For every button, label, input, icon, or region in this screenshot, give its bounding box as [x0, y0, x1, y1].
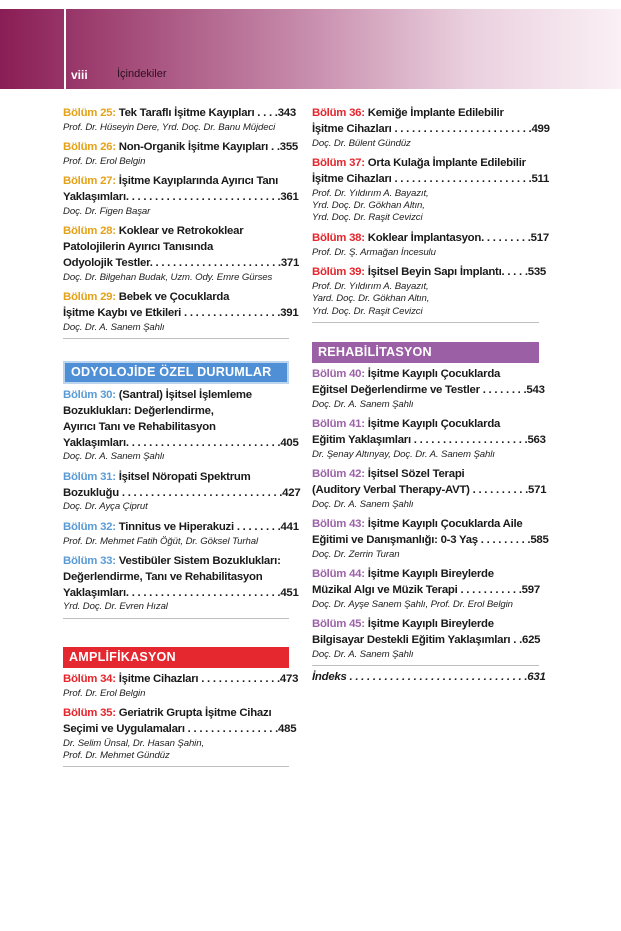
chapter-title-text: İşitme Kayıplarında Ayırıcı Tanı — [115, 175, 279, 188]
chapter-label: Bölüm 36: — [312, 107, 365, 119]
toc-entry-title-line — [63, 520, 299, 536]
toc-entry[interactable] — [63, 706, 297, 767]
toc-entry-title-line — [312, 172, 550, 188]
toc-entry[interactable] — [63, 140, 298, 168]
toc-entry-title-line — [63, 570, 289, 586]
toc-entry-title-line — [312, 383, 545, 399]
toc-entry[interactable] — [63, 554, 299, 619]
chapter-title-text: Patolojilerin Ayırıcı Tanısında — [63, 241, 214, 254]
toc-entry-title-line — [312, 265, 546, 281]
chapter-title-text: İşitme Cihazları . . . . . . . . . . . . . . . . . . . . . . . .511 — [312, 172, 550, 185]
chapter-label: Bölüm 30: — [63, 389, 116, 402]
chapter-label: Bölüm 42: — [312, 468, 365, 481]
page-number: viii — [71, 68, 88, 82]
toc-entry[interactable] — [312, 231, 549, 259]
toc-entry[interactable] — [63, 520, 299, 548]
toc-entry-title-line — [63, 672, 299, 688]
chapter-label: Bölüm 45: — [312, 618, 365, 631]
chapter-title-text: Bozuklukları: Değerlendirme, — [63, 405, 214, 417]
chapter-label: Bölüm 31: — [63, 470, 116, 483]
chapter-authors: Doç. Dr. Bilgehan Budak, Uzm. Ody. Emre Gürses — [63, 271, 273, 283]
chapter-authors: Prof. Dr. Yıldırım A. Bayazıt, — [312, 280, 429, 292]
chapter-title-text: Değerlendirme, Tanı ve Rehabilitasyon — [63, 570, 263, 583]
chapter-title-text: İşitsel Beyin Sapı İmplantı. . . . .535 — [364, 266, 546, 279]
chapter-label: Bölüm 38: — [312, 231, 365, 244]
toc-entry[interactable] — [312, 265, 546, 323]
toc-entry-title-line — [63, 106, 296, 122]
toc-entry[interactable] — [312, 367, 545, 411]
chapter-label: Bölüm 35: — [63, 707, 116, 719]
toc-entry-title-line — [312, 106, 539, 122]
header-divider — [64, 9, 66, 89]
left-column — [63, 106, 301, 773]
toc-entry-title-line — [63, 388, 289, 404]
toc-entry-title-line — [312, 156, 539, 172]
chapter-title-text: İşitme Kayıplı Bireylerde — [364, 568, 494, 581]
chapter-title-text: İşitme Kayıplı Bireylerde — [364, 618, 494, 631]
chapter-title-text: Bozukluğu . . . . . . . . . . . . . . . . . . . . . . . . . . . .427 — [63, 486, 301, 499]
toc-entry-title-line — [312, 517, 539, 533]
chapter-authors: Yrd. Doç. Dr. Raşit Cevizci — [312, 212, 423, 224]
toc-entry[interactable] — [312, 156, 550, 225]
chapter-label: Bölüm 34: — [63, 672, 116, 685]
section-banner-rehabilitasyon: REHABİLİTASYON — [312, 342, 539, 363]
chapter-title-text: İşitme Kaybı ve Etkileri . . . . . . . . . . . . . . . . .391 — [63, 307, 299, 319]
chapter-authors: Dr. Şenay Altınyay, Doç. Dr. A. Sanem Şahlı — [312, 448, 495, 460]
toc-entry-title-line — [312, 533, 549, 549]
chapter-authors: Doç. Dr. Bülent Gündüz — [312, 137, 411, 149]
chapter-title-text: Yaklaşımları. . . . . . . . . . . . . . . . . . . . . . . . . . .361 — [63, 191, 299, 204]
chapter-title-text: Vestibüler Sistem Bozuklukları: — [115, 555, 281, 567]
toc-entry-title-line — [63, 586, 299, 602]
toc-entry-title-line — [312, 633, 539, 649]
toc-entry-title-line — [63, 420, 289, 436]
chapter-label: Bölüm 32: — [63, 520, 116, 533]
chapter-title-text: İşitme Cihazları . . . . . . . . . . . . . . . . . . . . . . . .499 — [312, 122, 550, 135]
toc-entry-title-line — [63, 436, 299, 452]
chapter-title-text: Koklear ve Retrokoklear — [115, 225, 244, 238]
toc-entry-title-line — [312, 367, 539, 383]
chapter-title-text: Yaklaşımları. . . . . . . . . . . . . . . . . . . . . . . . . . .451 — [63, 586, 299, 599]
toc-entry-title-line — [63, 554, 289, 570]
toc-entry-title-line — [312, 122, 550, 138]
chapter-authors: Dr. Selim Ünsal, Dr. Hasan Şahin, — [63, 737, 205, 749]
chapter-title-text: İşitme Kayıplı Çocuklarda — [364, 368, 501, 381]
toc-entry[interactable] — [312, 567, 539, 611]
chapter-title-text: Kemiğe İmplante Edilebilir — [364, 107, 504, 119]
toc-entry[interactable] — [63, 388, 299, 464]
toc-entry-title-line — [63, 306, 299, 322]
chapter-title-text: Geriatrik Grupta İşitme Cihazı — [115, 707, 272, 719]
chapter-authors: Doç. Dr. Figen Başar — [63, 206, 151, 217]
chapter-title-text: Orta Kulağa İmplante Edilebilir — [364, 157, 526, 169]
chapter-authors: Yrd. Doç. Dr. Gökhan Altın, — [312, 200, 425, 211]
chapter-label: Bölüm 43: — [312, 518, 365, 531]
chapter-authors: Doç. Dr. A. Sanem Şahlı — [312, 648, 414, 660]
chapter-title-text: Yaklaşımları. . . . . . . . . . . . . . . . . . . . . . . . . . .405 — [63, 436, 299, 449]
toc-entry-title-line — [63, 256, 300, 272]
chapter-title-text: Eğitim Yaklaşımları . . . . . . . . . . . . . . . . . . . .563 — [312, 433, 546, 446]
toc-entry[interactable] — [312, 417, 546, 461]
chapter-authors: Doç. Dr. Zerrin Turan — [312, 548, 400, 560]
toc-entry-title-line — [312, 417, 539, 433]
chapter-authors: Prof. Dr. Erol Belgin — [63, 156, 146, 167]
chapter-label: Bölüm 41: — [312, 418, 365, 431]
toc-entry-title-line — [63, 470, 289, 486]
chapter-authors: Doç. Dr. Ayşe Sanem Şahlı, Prof. Dr. Erol Belgin — [312, 598, 513, 610]
chapter-label: Bölüm 33: — [63, 555, 116, 567]
chapter-title-text: İşitsel Nöropati Spektrum — [115, 470, 251, 483]
chapter-authors: Doç. Dr. A. Sanem Şahlı — [63, 321, 165, 333]
toc-entry[interactable] — [312, 467, 547, 511]
right-column — [312, 106, 550, 692]
chapter-authors: Doç. Dr. A. Sanem Şahlı — [312, 398, 414, 410]
chapter-title-text: Eğitsel Değerlendirme ve Testler . . . . . . . .543 — [312, 383, 545, 396]
toc-entry-title-line — [63, 404, 289, 420]
section-banner-odyoloji: ODYOLOJİDE ÖZEL DURUMLAR — [63, 361, 289, 384]
chapter-title-text: Tinnitus ve Hiperakuzi . . . . . . . .441 — [115, 520, 299, 533]
toc-entry-title-line — [312, 617, 539, 633]
toc-entry-title-line — [63, 290, 289, 306]
chapter-authors: Yrd. Doç. Dr. Evren Hızal — [63, 601, 168, 613]
chapter-title-text: Müzikal Algı ve Müzik Terapi . . . . . . . . . . .597 — [312, 583, 540, 596]
toc-entry-title-line — [63, 224, 289, 240]
header-band — [0, 9, 621, 89]
toc-entry[interactable] — [63, 224, 300, 284]
toc-entry[interactable] — [312, 617, 539, 666]
chapter-label: Bölüm 40: — [312, 368, 365, 381]
toc-entry-title-line — [312, 483, 547, 499]
chapter-authors: Prof. Dr. Hüseyin Dere, Yrd. Doç. Dr. Banu Müjdeci — [63, 121, 276, 133]
chapter-title-text: Tek Taraflı İşitme Kayıpları . . . .343 — [115, 107, 296, 119]
section-banner-amplifikasyon: AMPLİFİKASYON — [63, 647, 289, 668]
toc-entry-title-line — [63, 706, 289, 722]
chapter-label: Bölüm 25: — [63, 107, 116, 119]
chapter-title-text: Ayırıcı Tanı ve Rehabilitasyon — [63, 420, 216, 433]
toc-entry-title-line — [63, 174, 289, 190]
toc-entry[interactable] — [63, 106, 296, 134]
toc-entry-title-line — [312, 583, 539, 599]
chapter-label: Bölüm 28: — [63, 225, 116, 238]
toc-entry-title-line — [63, 722, 297, 738]
header-title: İçindekiler — [117, 68, 167, 80]
chapter-label: Bölüm 44: — [312, 568, 365, 581]
toc-entry-title-line — [63, 140, 298, 156]
toc-entry-title-line — [63, 240, 289, 256]
index-entry — [312, 670, 546, 686]
chapter-title-text: İşitme Kayıplı Çocuklarda Aile — [364, 518, 523, 531]
toc-entry-title-line — [312, 433, 546, 449]
chapter-authors: Doç. Dr. Ayça Çiprut — [63, 501, 148, 513]
toc-entry-title-line — [63, 486, 301, 502]
chapter-title-text: Non-Organik İşitme Kayıpları . .355 — [115, 141, 298, 154]
toc-entry[interactable] — [312, 106, 550, 150]
toc-entry[interactable] — [63, 290, 299, 339]
chapter-authors: Prof. Dr. Mehmet Fatih Öğüt, Dr. Göksel Turhal — [63, 535, 258, 547]
chapter-title-text: İşitme Cihazları . . . . . . . . . . . . . .473 — [115, 672, 299, 685]
toc-entry-title-line — [63, 190, 299, 206]
chapter-label: Bölüm 27: — [63, 175, 116, 188]
chapter-authors: Doç. Dr. A. Sanem Şahlı — [63, 451, 165, 463]
chapter-title-text: Eğitimi ve Danışmanlığı: 0-3 Yaş . . . . . . . . .585 — [312, 533, 549, 546]
chapter-title-text: Bilgisayar Destekli Eğitim Yaklaşımları . .625 — [312, 633, 541, 646]
chapter-authors: Prof. Dr. Mehmet Gündüz — [63, 750, 170, 761]
chapter-title-text: (Santral) İşitsel İşlemleme — [115, 389, 252, 402]
chapter-authors: Yard. Doç. Dr. Gökhan Altın, — [312, 293, 430, 305]
chapter-label: Bölüm 29: — [63, 291, 116, 304]
chapter-authors: Doç. Dr. A. Sanem Şahlı — [312, 498, 414, 510]
toc-entry[interactable] — [63, 470, 301, 514]
chapter-title-text: Bebek ve Çocuklarda — [115, 291, 230, 304]
chapter-title-text: Odyolojik Testler. . . . . . . . . . . . . . . . . . . . . . .371 — [63, 257, 300, 269]
chapter-authors: Prof. Dr. Yıldırım A. Bayazıt, — [312, 187, 429, 199]
toc-entry[interactable] — [63, 672, 299, 700]
index-line: İndeks . . . . . . . . . . . . . . . . . . . . . . . . . . . . . . .631 — [312, 671, 546, 684]
chapter-title-text: İşitme Kayıplı Çocuklarda — [364, 418, 501, 431]
chapter-authors: Prof. Dr. Erol Belgin — [63, 687, 146, 699]
chapter-label: Bölüm 37: — [312, 157, 365, 169]
chapter-label: Bölüm 39: — [312, 266, 365, 279]
chapter-title-text: Seçimi ve Uygulamaları . . . . . . . . . . . . . . . .485 — [63, 722, 297, 735]
chapter-authors: Prof. Dr. Ş. Armağan İncesulu — [312, 246, 436, 258]
chapter-title-text: İşitsel Sözel Terapi — [364, 468, 465, 481]
toc-entry[interactable] — [63, 174, 299, 218]
chapter-authors: Yrd. Doç. Dr. Raşit Cevizci — [312, 305, 423, 317]
chapter-title-text: (Auditory Verbal Therapy-AVT) . . . . . . . . . .571 — [312, 483, 547, 496]
chapter-title-text: Koklear İmplantasyon. . . . . . . . .517 — [364, 231, 549, 244]
chapter-label: Bölüm 26: — [63, 141, 116, 154]
toc-entry[interactable] — [312, 517, 549, 561]
toc-entry-title-line — [312, 567, 539, 583]
toc-entry-title-line — [312, 231, 549, 247]
toc-entry-title-line — [312, 467, 539, 483]
